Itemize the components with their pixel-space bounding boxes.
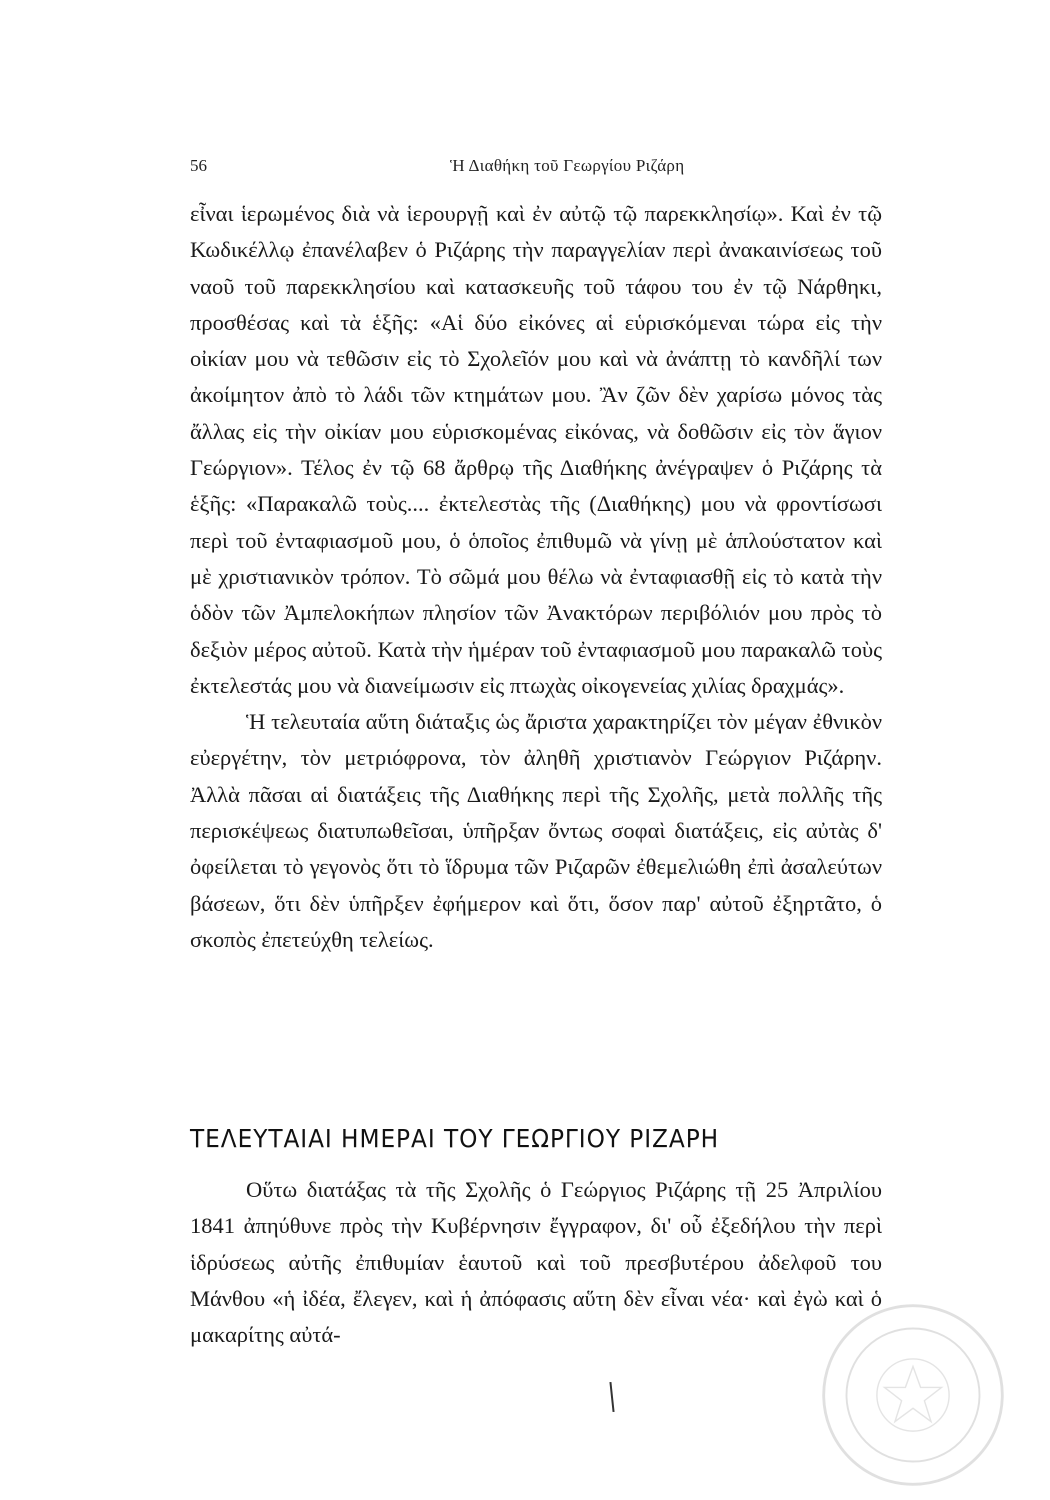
section-heading: ΤΕΛΕΥΤΑΙΑΙ ΗΜΕΡΑΙ ΤΟΥ ΓΕΩΡΓΙΟΥ ΡΙΖΑΡΗ [190,1124,720,1153]
section-paragraph: Οὕτω διατάξας τὰ τῆς Σχολῆς ὁ Γεώργιος Ριζάρης τῇ 25 Ἀπριλίου 1841 ἀπηύθυνε πρὸς τὴν Κυβέρνησιν ἔγγραφον, δι' οὗ ἐξεδήλου τὴν περὶ ἱδρύσεως αὐτῆς ἐπιθυμίαν ἑαυτοῦ καὶ τοῦ πρεσβυτέρου ἀδελφοῦ του Μάνθου «ἡ ἰδέα, ἔλεγεν, καὶ ἡ ἀπόφασις αὕτη δὲν εἶναι νέα· καὶ ἐγὼ καὶ ὁ μακαρίτης αὐτά- [190,1177,882,1348]
body-paragraph: Ἡ τελευταία αὕτη διάταξις ὡς ἄριστα χαρακτηρίζει τὸν μέγαν ἐθνικὸν εὐεργέτην, τὸν μετριόφρονα, τὸν ἀληθῆ χριστιανὸν Γεώργιον Ριζάρην. Ἀλλὰ πᾶσαι αἱ διατάξεις τῆς Διαθήκης περὶ τῆς Σχολῆς, μετὰ πολλῆς τῆς περισκέψεως διατυπωθεῖσαι, ὑπῆρξαν ὄντως σοφαὶ διατάξεις, εἰς αὐτὰς δ' ὀφείλεται τὸ γεγονὸς ὅτι τὸ ἵδρυμα τῶν Ριζαρῶν ἐθεμελιώθη ἐπὶ ἀσαλεύτων βάσεων, ὅτι δὲν ὑπῆρξεν ἐφήμερον καὶ ὅτι, ὅσον παρ' αὐτοῦ ἐξηρτᾶτο, ὁ σκοπὸς ἐπετεύχθη τελείως. [190,709,882,952]
section-text [190,1172,882,1353]
page-header [190,156,880,186]
ink-mark [609,1382,614,1412]
body-paragraph: εἶναι ἱερωμένος διὰ νὰ ἱερουργῇ καὶ ἐν αὐτῷ τῷ παρεκκλησίῳ». Καὶ ἐν τῷ Κωδικέλλῳ ἐπανέλαβεν ὁ Ριζάρης τὴν παραγγελίαν περὶ ἀνακαινίσεως τοῦ ναοῦ τοῦ παρεκκλησίου καὶ κατασκευῆς τοῦ τάφου του ἐν τῷ Νάρθηκι, προσθέσας καὶ τὰ ἑξῆς: «Αἱ δύο εἰκόνες αἱ εὑρισκόμεναι τώρα εἰς τὴν οἰκίαν μου νὰ τεθῶσιν εἰς τὸ Σχολεῖόν μου καὶ νὰ ἀνάπτῃ τὸ κανδῆλί των ἀκοίμητον ἀπὸ τὸ λάδι τῶν κτημάτων μου. Ἂν ζῶν δὲν χαρίσω μόνος τὰς ἄλλας εἰς τὴν οἰκίαν μου εὑρισκομένας εἰκόνας, νὰ δοθῶσιν εἰς τὸν ἅγιον Γεώργιον». Τέλος ἐν τῷ 68 ἄρθρῳ τῆς Διαθήκης ἀνέγραψεν ὁ Ριζάρης τὰ ἑξῆς: «Παρακαλῶ τοὺς.... ἐκτελεστὰς τῆς (Διαθήκης) μου νὰ φροντίσωσι περὶ τοῦ ἐνταφιασμοῦ μου, ὁ ὁποῖος ἐπιθυμῶ νὰ γίνῃ μὲ ἁπλούστατον καὶ μὲ χριστιανικὸν τρόπον. Τὸ σῶμά μου θέλω νὰ ἐνταφιασθῇ εἰς τὸ κατὰ τὴν ὁδὸν τῶν Ἀμπελοκήπων πλησίον τῶν Ἀνακτόρων περιβόλιόν μου πρὸς τὸ δεξιὸν μέρος αὐτοῦ. Κατὰ τὴν ἡμέραν τοῦ ἐνταφιασμοῦ μου παρακαλῶ τοὺς ἐκτελεστάς μου νὰ διανείμωσιν εἰς πτωχὰς οἰκογενείας χιλίας δραχμάς». [190,201,882,698]
page-number: 56 [190,156,207,175]
running-title: Ἡ Διαθήκη τοῦ Γεωργίου Ριζάρη [450,156,685,175]
body-text [190,196,882,958]
library-seal-icon [818,1300,1008,1490]
